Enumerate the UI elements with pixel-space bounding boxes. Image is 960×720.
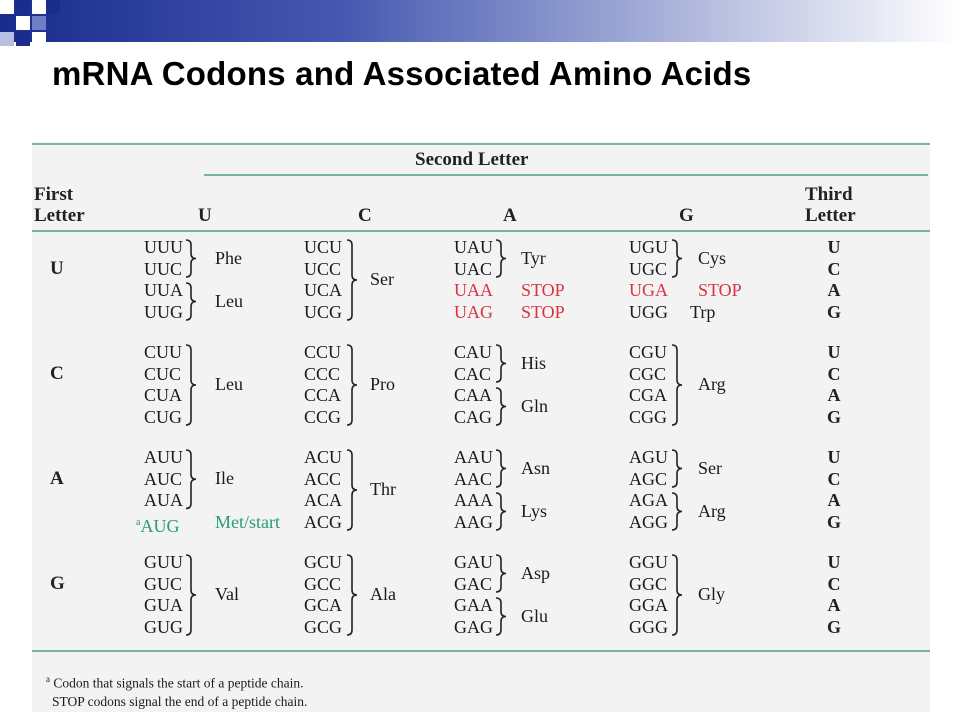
first-letter-c: C — [50, 363, 64, 385]
codon-cgc: CGC — [629, 363, 667, 384]
brace-u-c-0 — [184, 344, 198, 426]
brace-a-g-0 — [494, 554, 508, 593]
brace-u-u-0 — [184, 239, 198, 278]
brace-a-c-0 — [494, 344, 508, 383]
codon-cgu: CGU — [629, 342, 668, 362]
first-letter-header-line1: First — [34, 184, 74, 205]
codon-agg: AGG — [629, 511, 668, 532]
column-header-a: A — [503, 205, 517, 226]
third-letter-c-c: C — [827, 363, 841, 384]
codon-gcg: GCG — [304, 616, 343, 637]
codon-agc: AGC — [629, 468, 668, 489]
second-letter-header: Second Letter — [415, 149, 529, 170]
third-letter-header-line1: Third — [805, 184, 853, 205]
brace-c-c-0 — [345, 344, 359, 426]
brace-a-a-0 — [494, 449, 508, 488]
codon-gca: GCA — [304, 595, 343, 615]
codon-ugu: UGU — [629, 237, 668, 257]
codon-uau: UAU — [454, 237, 493, 257]
codon-ccu: CCU — [304, 342, 342, 362]
amino-acid-thr: Thr — [370, 479, 396, 499]
slide-title: mRNA Codons and Associated Amino Acids — [52, 55, 752, 92]
codon-table — [32, 142, 930, 712]
stop-label: STOP — [521, 280, 565, 300]
codon-uag: UAG — [454, 301, 493, 322]
codon-aca: ACA — [304, 490, 343, 510]
codon-uca: UCA — [304, 280, 343, 300]
codon-uaa: UAA — [454, 280, 493, 300]
codon-caa: CAA — [454, 385, 493, 405]
second-letter-rule — [204, 174, 928, 176]
stop-label: STOP — [521, 301, 565, 322]
codon-uuc: UUC — [144, 258, 183, 279]
table-top-rule — [32, 143, 930, 145]
codon-ggc: GGC — [629, 573, 668, 594]
third-letter-a-c: C — [827, 468, 841, 489]
third-letter-u-g: G — [826, 301, 841, 322]
brace-a-c-1 — [494, 387, 508, 426]
footnote-start — [46, 674, 303, 692]
amino-acid-phe: Phe — [215, 247, 242, 268]
brace-u-a-0 — [184, 449, 198, 510]
third-letter-a-g: G — [826, 511, 841, 532]
codon-guu: GUU — [144, 552, 183, 572]
codon-gcu: GCU — [304, 552, 343, 572]
codon-cuu: CUU — [144, 342, 183, 362]
codon-ggg: GGG — [629, 616, 668, 637]
third-letter-header-line2: Letter — [805, 205, 856, 226]
codon-uga: UGA — [629, 280, 668, 300]
codon-cua: CUA — [144, 385, 183, 405]
first-letter-a: A — [50, 468, 64, 490]
codon-cac: CAC — [454, 363, 492, 384]
brace-g-a-0 — [670, 449, 684, 488]
amino-acid-gln: Gln — [521, 395, 548, 416]
third-letter-g-c: C — [827, 573, 841, 594]
codon-aag: AAG — [454, 511, 493, 532]
codon-ugc: UGC — [629, 258, 668, 279]
codon-cug: CUG — [144, 406, 183, 427]
amino-acid-gly: Gly — [698, 584, 725, 604]
codon-guc: GUC — [144, 573, 183, 594]
codon-gua: GUA — [144, 595, 183, 615]
start-label-met: Met/start — [215, 511, 280, 532]
codon-aac: AAC — [454, 468, 493, 489]
amino-acid-his: His — [521, 352, 547, 373]
amino-acid-cys: Cys — [698, 247, 727, 268]
third-letter-u-a: A — [827, 280, 841, 300]
brace-c-a-0 — [345, 449, 359, 531]
brace-u-g-0 — [184, 554, 198, 636]
amino-acid-lys: Lys — [521, 500, 548, 521]
codon-gag: GAG — [454, 616, 493, 637]
codon-auc: AUC — [144, 468, 183, 489]
footnote-stop: STOP codons signal the end of a peptide chain. — [52, 694, 308, 709]
amino-acid-arg: Arg — [698, 374, 726, 394]
column-header-g: G — [679, 205, 694, 226]
amino-acid-ser: Ser — [698, 457, 722, 478]
codon-acg: ACG — [304, 511, 343, 532]
first-letter-header-line2: Letter — [34, 205, 85, 226]
third-letter-c-g: G — [826, 406, 841, 427]
codon-gcc: GCC — [304, 573, 342, 594]
amino-acid-asp: Asp — [521, 562, 551, 583]
codon-uac: UAC — [454, 258, 493, 279]
codon-ggu: GGU — [629, 552, 668, 572]
codon-gau: GAU — [454, 552, 493, 572]
brace-g-u-0 — [670, 239, 684, 278]
first-letter-u: U — [50, 258, 64, 280]
third-letter-a-u: U — [827, 447, 841, 467]
codon-acu: ACU — [304, 447, 343, 467]
codon-ucu: UCU — [304, 237, 343, 257]
table-bottom-rule — [32, 650, 930, 652]
brace-a-u-0 — [494, 239, 508, 278]
amino-acid-ile: Ile — [215, 468, 234, 489]
brace-u-u-1 — [184, 282, 198, 321]
codon-ugg: UGG — [629, 301, 668, 322]
brace-g-a-1 — [670, 492, 684, 531]
codon-aua: AUA — [144, 490, 183, 510]
codon-uua: UUA — [144, 280, 183, 300]
codon-agu: AGU — [629, 447, 668, 467]
stop-label: STOP — [698, 280, 742, 300]
codon-aug — [136, 512, 179, 538]
third-letter-u-u: U — [827, 237, 841, 257]
codon-aaa: AAA — [454, 490, 493, 510]
amino-acid-leu: Leu — [215, 290, 243, 311]
amino-acid-asn: Asn — [521, 457, 551, 478]
third-letter-a-a: A — [827, 490, 841, 510]
third-letter-g-a: A — [827, 595, 841, 615]
third-letter-c-a: A — [827, 385, 841, 405]
codon-aga: AGA — [629, 490, 668, 510]
column-header-c: C — [358, 205, 372, 226]
amino-acid-leu: Leu — [215, 374, 243, 394]
codon-ucg: UCG — [304, 301, 343, 322]
amino-acid-arg: Arg — [698, 500, 726, 521]
brace-g-c-0 — [670, 344, 684, 426]
amino-acid-val: Val — [215, 584, 239, 604]
codon-gaa: GAA — [454, 595, 493, 615]
column-header-u: U — [198, 205, 212, 226]
brace-g-g-0 — [670, 554, 684, 636]
codon-ucc: UCC — [304, 258, 342, 279]
amino-acid-glu: Glu — [521, 605, 548, 626]
amino-acid-trp: Trp — [690, 301, 716, 322]
codon-cuc: CUC — [144, 363, 182, 384]
brace-a-g-1 — [494, 597, 508, 636]
amino-acid-ala: Ala — [370, 584, 396, 604]
codon-ccg: CCG — [304, 406, 342, 427]
codon-uug: UUG — [144, 301, 183, 322]
codon-gga: GGA — [629, 595, 668, 615]
amino-acid-pro: Pro — [370, 374, 396, 394]
codon-cga: CGA — [629, 385, 668, 405]
codon-uuu: UUU — [144, 237, 183, 257]
amino-acid-tyr: Tyr — [521, 247, 546, 268]
slide-header-bar — [0, 0, 960, 42]
codon-acc: ACC — [304, 468, 342, 489]
footnote-start-marker: a — [46, 674, 50, 684]
codon-gac: GAC — [454, 573, 493, 594]
codon-cag: CAG — [454, 406, 493, 427]
third-letter-u-c: C — [827, 258, 841, 279]
codon-aau: AAU — [454, 447, 493, 467]
brace-c-u-0 — [345, 239, 359, 321]
codon-cau: CAU — [454, 342, 493, 362]
amino-acid-ser: Ser — [370, 269, 394, 289]
codon-cca: CCA — [304, 385, 342, 405]
third-letter-g-u: U — [827, 552, 841, 572]
brace-c-g-0 — [345, 554, 359, 636]
footnote-start-text: Codon that signals the start of a peptide chain. — [53, 675, 304, 691]
start-codon-text: AUG — [140, 515, 180, 536]
brace-a-a-1 — [494, 492, 508, 531]
first-letter-g: G — [50, 573, 65, 595]
codon-gug: GUG — [144, 616, 183, 637]
third-letter-g-g: G — [826, 616, 841, 637]
codon-auu: AUU — [144, 447, 183, 467]
header-bottom-rule — [32, 230, 930, 232]
start-footnote-marker: a — [136, 516, 141, 528]
codon-cgg: CGG — [629, 406, 668, 427]
third-letter-c-u: U — [827, 342, 841, 362]
codon-ccc: CCC — [304, 363, 341, 384]
